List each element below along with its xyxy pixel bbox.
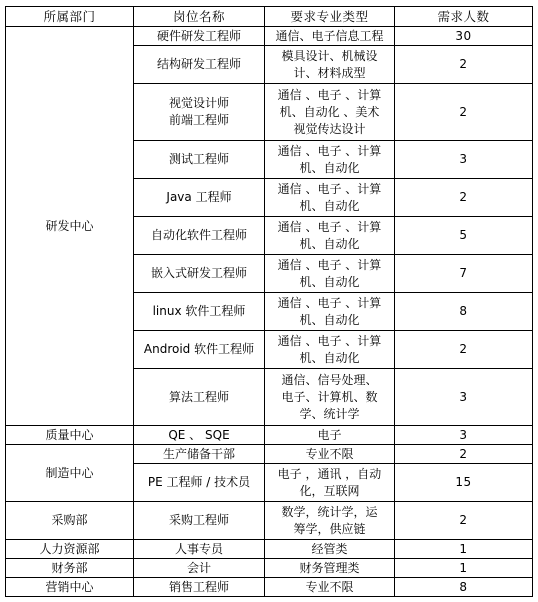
majors-line: 通信 、电子 、计算 (277, 333, 382, 348)
majors-line: 经管类 (311, 541, 348, 556)
majors-cell (265, 84, 395, 141)
position-line: 硬件研发工程师 (156, 28, 241, 43)
position-cell (134, 464, 265, 502)
position-line: Java 工程师 (166, 190, 232, 204)
count-cell: 2 (395, 502, 533, 540)
majors-line: 化，互联网 (299, 483, 360, 498)
count-cell: 3 (395, 369, 533, 426)
position-line: 人事专员 (174, 541, 223, 556)
count-cell: 7 (395, 255, 533, 293)
count-cell: 2 (395, 331, 533, 369)
count-cell: 2 (395, 84, 533, 141)
department-cell: 营销中心 (6, 578, 134, 597)
position-cell (134, 559, 265, 578)
position-cell (134, 255, 265, 293)
position-cell (134, 27, 265, 46)
position-line: linux 软件工程师 (152, 304, 246, 318)
majors-line: 专业不限 (305, 446, 354, 461)
majors-line: 通信 、电子 、计算 (277, 257, 382, 272)
majors-cell (265, 331, 395, 369)
majors-line: 通信、信号处理、 (281, 372, 378, 387)
position-line: 生产储备干部 (162, 446, 235, 461)
header-majors: 要求专业类型 (265, 7, 395, 27)
majors-cell (265, 578, 395, 597)
majors-line: 通信 、电子 、计算 (277, 181, 382, 196)
majors-line: 专业不限 (305, 579, 354, 594)
position-cell (134, 369, 265, 426)
table-row (6, 578, 533, 597)
count-cell: 8 (395, 578, 533, 597)
count-cell: 3 (395, 426, 533, 445)
majors-line: 学、统计学 (299, 406, 360, 421)
header-department: 所属部门 (6, 7, 134, 27)
majors-line: 计、材料成型 (293, 65, 366, 80)
majors-line: 机、自动化 (299, 274, 360, 289)
header-position: 岗位名称 (134, 7, 265, 27)
majors-line: 通信 、电子 、计算 (277, 219, 382, 234)
majors-cell (265, 369, 395, 426)
majors-cell (265, 445, 395, 464)
position-cell (134, 179, 265, 217)
count-cell: 30 (395, 27, 533, 46)
count-cell: 2 (395, 179, 533, 217)
majors-line: 电子 ，通讯 ，自动 (277, 466, 382, 481)
majors-line: 机、自动化 (299, 350, 360, 365)
majors-line: 视觉传达设计 (293, 121, 366, 136)
majors-cell (265, 502, 395, 540)
count-cell: 2 (395, 46, 533, 84)
majors-line: 通信 、电子 、计算 (277, 295, 382, 310)
count-cell: 2 (395, 445, 533, 464)
position-line: 测试工程师 (168, 152, 229, 166)
majors-line: 电子、计算机、数 (281, 389, 378, 404)
count-cell: 3 (395, 141, 533, 179)
department-cell: 研发中心 (6, 27, 134, 426)
position-cell (134, 540, 265, 559)
majors-line: 通信 、电子 、计算 (277, 87, 382, 102)
position-cell (134, 426, 265, 445)
department-cell: 财务部 (6, 559, 134, 578)
majors-cell (265, 46, 395, 84)
position-cell (134, 578, 265, 597)
count-cell: 8 (395, 293, 533, 331)
position-line: PE 工程师 / 技术员 (147, 475, 251, 489)
position-line: 会计 (186, 560, 211, 575)
recruitment-table (5, 6, 533, 597)
table-row (6, 559, 533, 578)
majors-line: 通信、电子信息工程 (275, 28, 384, 43)
majors-cell (265, 141, 395, 179)
majors-line: 机、自动化 (299, 160, 360, 175)
count-cell: 5 (395, 217, 533, 255)
majors-cell (265, 464, 395, 502)
position-line: 采购工程师 (168, 513, 229, 527)
department-cell: 人力资源部 (6, 540, 134, 559)
majors-line: 电子 (317, 427, 342, 442)
majors-line: 财务管理类 (299, 560, 360, 575)
position-cell (134, 293, 265, 331)
position-cell (134, 445, 265, 464)
majors-line: 数学，统计学，运 (281, 504, 378, 519)
count-cell: 1 (395, 540, 533, 559)
position-line: 视觉设计师 (168, 96, 229, 110)
table-row (6, 540, 533, 559)
position-cell (134, 84, 265, 141)
majors-cell (265, 217, 395, 255)
position-line: 算法工程师 (168, 389, 229, 404)
count-cell: 1 (395, 559, 533, 578)
majors-cell (265, 540, 395, 559)
position-line: 前端工程师 (168, 113, 229, 127)
position-cell (134, 141, 265, 179)
header-count: 需求人数 (395, 7, 533, 27)
position-line: 结构研发工程师 (156, 57, 241, 71)
majors-cell (265, 559, 395, 578)
table-row (6, 426, 533, 445)
majors-line: 机、自动化 (299, 312, 360, 327)
position-line: 嵌入式研发工程师 (150, 266, 247, 280)
position-cell (134, 217, 265, 255)
position-line: QE 、 SQE (168, 427, 230, 442)
majors-cell (265, 27, 395, 46)
majors-line: 模具设计、机械设 (281, 48, 378, 63)
majors-cell (265, 179, 395, 217)
table-row (6, 27, 533, 46)
position-cell (134, 46, 265, 84)
position-line: Android 软件工程师 (143, 342, 255, 356)
table-header-row (6, 7, 533, 27)
majors-line: 机、自动化 (299, 236, 360, 251)
position-line: 销售工程师 (168, 579, 229, 594)
position-cell (134, 502, 265, 540)
position-cell (134, 331, 265, 369)
majors-line: 筹学，供应链 (293, 521, 366, 536)
majors-cell (265, 255, 395, 293)
majors-cell (265, 293, 395, 331)
position-line: 自动化软件工程师 (150, 228, 247, 242)
majors-line: 机、自动化 (299, 198, 360, 213)
majors-cell (265, 426, 395, 445)
table-row (6, 445, 533, 464)
count-cell: 15 (395, 464, 533, 502)
majors-line: 通信 、电子 、计算 (277, 143, 382, 158)
department-cell: 采购部 (6, 502, 134, 540)
table-row (6, 502, 533, 540)
majors-line: 机、自动化 、美术 (279, 104, 380, 119)
department-cell: 制造中心 (6, 445, 134, 502)
department-cell: 质量中心 (6, 426, 134, 445)
